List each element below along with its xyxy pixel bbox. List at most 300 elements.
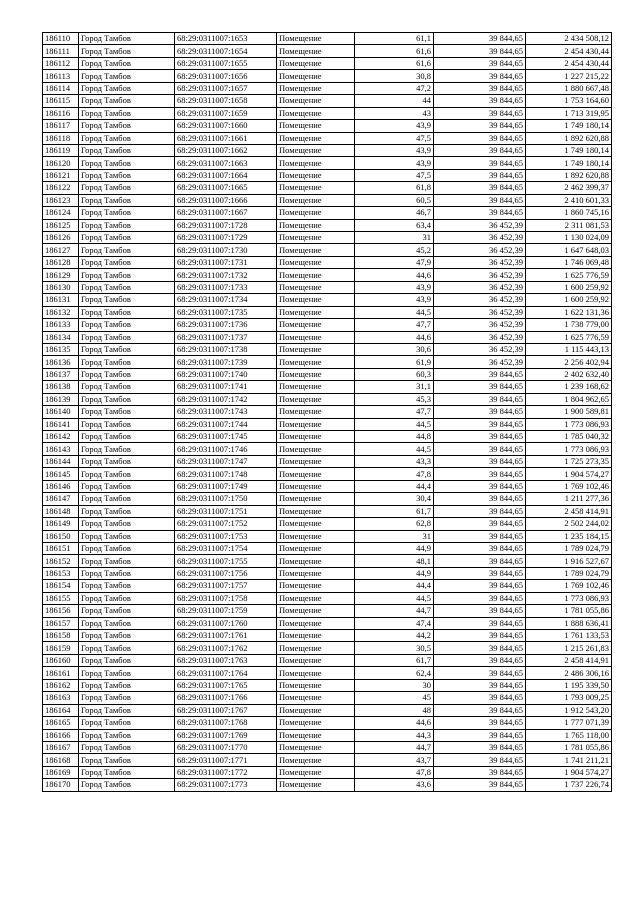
cadastral-number-cell: 68:29:0311007:1770 [175,741,277,753]
object-type-cell: Помещение [277,542,355,554]
area-cell: 44,7 [355,741,434,753]
cadastral-value-cell: 1 115 443,13 [526,343,612,355]
row-number-cell: 186164 [43,704,79,716]
area-cell: 44,6 [355,269,434,281]
cadastral-number-cell: 68:29:0311007:1732 [175,269,277,281]
area-cell: 44,3 [355,729,434,741]
area-cell: 46,7 [355,207,434,219]
table-row [43,741,612,753]
locality-cell: Город Тамбов [79,244,175,256]
locality-cell: Город Тамбов [79,542,175,554]
area-cell: 31 [355,530,434,542]
area-cell: 47,4 [355,617,434,629]
object-type-cell: Помещение [277,455,355,467]
cadastral-number-cell: 68:29:0311007:1745 [175,431,277,443]
area-cell: 44,6 [355,717,434,729]
locality-cell: Город Тамбов [79,530,175,542]
cadastral-number-cell: 68:29:0311007:1664 [175,169,277,181]
cadastral-number-cell: 68:29:0311007:1750 [175,493,277,505]
row-number-cell: 186111 [43,45,79,57]
table-row [43,33,612,45]
cadastral-value-cell: 1 789 024,79 [526,542,612,554]
cadastral-number-cell: 68:29:0311007:1740 [175,368,277,380]
locality-cell: Город Тамбов [79,207,175,219]
object-type-cell: Помещение [277,704,355,716]
table-row [43,368,612,380]
cadastral-value-cell: 1 625 776,59 [526,269,612,281]
locality-cell: Город Тамбов [79,729,175,741]
cadastral-number-cell: 68:29:0311007:1758 [175,592,277,604]
cadastral-value-cell: 1 749 180,14 [526,157,612,169]
cadastral-value-cell: 2 458 414,91 [526,654,612,666]
unit-value-cell: 39 844,65 [434,717,526,729]
unit-value-cell: 39 844,65 [434,194,526,206]
locality-cell: Город Тамбов [79,431,175,443]
table-row [43,630,612,642]
unit-value-cell: 39 844,65 [434,480,526,492]
cadastral-value-cell: 1 647 648,03 [526,244,612,256]
cadastral-value-cell: 1 904 574,27 [526,766,612,778]
area-cell: 31,1 [355,381,434,393]
locality-cell: Город Тамбов [79,393,175,405]
unit-value-cell: 36 452,39 [434,256,526,268]
cadastral-number-cell: 68:29:0311007:1742 [175,393,277,405]
unit-value-cell: 39 844,65 [434,567,526,579]
row-number-cell: 186149 [43,518,79,530]
table-row [43,45,612,57]
cadastral-value-cell: 1 600 259,92 [526,281,612,293]
locality-cell: Город Тамбов [79,368,175,380]
cadastral-number-cell: 68:29:0311007:1767 [175,704,277,716]
row-number-cell: 186157 [43,617,79,629]
cadastral-value-cell: 2 502 244,02 [526,518,612,530]
locality-cell: Город Тамбов [79,555,175,567]
object-type-cell: Помещение [277,120,355,132]
row-number-cell: 186135 [43,343,79,355]
row-number-cell: 186156 [43,605,79,617]
locality-cell: Город Тамбов [79,33,175,45]
row-number-cell: 186127 [43,244,79,256]
cadastral-value-cell: 1 773 086,93 [526,418,612,430]
table-row [43,281,612,293]
area-cell: 47,8 [355,766,434,778]
cadastral-number-cell: 68:29:0311007:1738 [175,343,277,355]
locality-cell: Город Тамбов [79,679,175,691]
cadastral-value-cell: 1 904 574,27 [526,468,612,480]
table-row [43,343,612,355]
locality-cell: Город Тамбов [79,592,175,604]
table-row [43,729,612,741]
cadastral-value-cell: 1 746 069,48 [526,256,612,268]
area-cell: 47,2 [355,82,434,94]
cadastral-number-cell: 68:29:0311007:1741 [175,381,277,393]
unit-value-cell: 39 844,65 [434,169,526,181]
locality-cell: Город Тамбов [79,580,175,592]
object-type-cell: Помещение [277,431,355,443]
locality-cell: Город Тамбов [79,169,175,181]
row-number-cell: 186151 [43,542,79,554]
object-type-cell: Помещение [277,331,355,343]
area-cell: 61,9 [355,356,434,368]
row-number-cell: 186131 [43,294,79,306]
table-row [43,617,612,629]
table-body [43,33,612,792]
table-row [43,169,612,181]
table-row [43,518,612,530]
area-cell: 44,5 [355,306,434,318]
table-row [43,57,612,69]
unit-value-cell: 39 844,65 [434,505,526,517]
cadastral-value-cell: 1 765 118,00 [526,729,612,741]
cadastral-number-cell: 68:29:0311007:1662 [175,144,277,156]
area-cell: 61,6 [355,57,434,69]
object-type-cell: Помещение [277,754,355,766]
row-number-cell: 186110 [43,33,79,45]
cadastral-value-cell: 1 892 620,88 [526,132,612,144]
cadastral-number-cell: 68:29:0311007:1665 [175,182,277,194]
object-type-cell: Помещение [277,132,355,144]
area-cell: 61,6 [355,45,434,57]
area-cell: 44,6 [355,331,434,343]
cadastral-number-cell: 68:29:0311007:1658 [175,95,277,107]
object-type-cell: Помещение [277,567,355,579]
locality-cell: Город Тамбов [79,269,175,281]
row-number-cell: 186146 [43,480,79,492]
area-cell: 30,6 [355,343,434,355]
cadastral-number-cell: 68:29:0311007:1760 [175,617,277,629]
row-number-cell: 186141 [43,418,79,430]
locality-cell: Город Тамбов [79,505,175,517]
unit-value-cell: 39 844,65 [434,555,526,567]
locality-cell: Город Тамбов [79,219,175,231]
table-row [43,269,612,281]
area-cell: 43,9 [355,120,434,132]
object-type-cell: Помещение [277,406,355,418]
table-row [43,431,612,443]
area-cell: 43,9 [355,294,434,306]
table-row [43,754,612,766]
unit-value-cell: 39 844,65 [434,667,526,679]
area-cell: 61,8 [355,182,434,194]
locality-cell: Город Тамбов [79,630,175,642]
cadastral-value-cell: 1 239 168,62 [526,381,612,393]
table-row [43,306,612,318]
area-cell: 44,5 [355,592,434,604]
unit-value-cell: 39 844,65 [434,418,526,430]
object-type-cell: Помещение [277,356,355,368]
cadastral-value-cell: 1 860 745,16 [526,207,612,219]
row-number-cell: 186169 [43,766,79,778]
row-number-cell: 186165 [43,717,79,729]
object-type-cell: Помещение [277,679,355,691]
unit-value-cell: 36 452,39 [434,269,526,281]
object-type-cell: Помещение [277,82,355,94]
row-number-cell: 186148 [43,505,79,517]
row-number-cell: 186150 [43,530,79,542]
cadastral-number-cell: 68:29:0311007:1757 [175,580,277,592]
area-cell: 47,5 [355,132,434,144]
table-row [43,256,612,268]
cadastral-number-cell: 68:29:0311007:1773 [175,779,277,791]
locality-cell: Город Тамбов [79,343,175,355]
cadastral-value-cell: 1 761 133,53 [526,630,612,642]
cadastral-value-cell: 2 462 399,37 [526,182,612,194]
unit-value-cell: 39 844,65 [434,431,526,443]
table-row [43,530,612,542]
unit-value-cell: 36 452,39 [434,294,526,306]
unit-value-cell: 39 844,65 [434,82,526,94]
unit-value-cell: 39 844,65 [434,766,526,778]
cadastral-value-cell: 1 600 259,92 [526,294,612,306]
cadastral-number-cell: 68:29:0311007:1656 [175,70,277,82]
cadastral-number-cell: 68:29:0311007:1751 [175,505,277,517]
locality-cell: Город Тамбов [79,82,175,94]
unit-value-cell: 39 844,65 [434,592,526,604]
locality-cell: Город Тамбов [79,443,175,455]
object-type-cell: Помещение [277,244,355,256]
object-type-cell: Помещение [277,45,355,57]
cadastral-number-cell: 68:29:0311007:1772 [175,766,277,778]
table-row [43,107,612,119]
cadastral-number-cell: 68:29:0311007:1730 [175,244,277,256]
cadastral-number-cell: 68:29:0311007:1659 [175,107,277,119]
cadastral-number-cell: 68:29:0311007:1657 [175,82,277,94]
object-type-cell: Помещение [277,343,355,355]
unit-value-cell: 39 844,65 [434,33,526,45]
row-number-cell: 186123 [43,194,79,206]
unit-value-cell: 39 844,65 [434,107,526,119]
cadastral-value-cell: 1 892 620,88 [526,169,612,181]
object-type-cell: Помещение [277,717,355,729]
cadastral-value-cell: 1 773 086,93 [526,443,612,455]
unit-value-cell: 39 844,65 [434,381,526,393]
area-cell: 45,3 [355,393,434,405]
locality-cell: Город Тамбов [79,232,175,244]
object-type-cell: Помещение [277,144,355,156]
locality-cell: Город Тамбов [79,120,175,132]
row-number-cell: 186124 [43,207,79,219]
row-number-cell: 186129 [43,269,79,281]
unit-value-cell: 39 844,65 [434,518,526,530]
object-type-cell: Помещение [277,306,355,318]
row-number-cell: 186113 [43,70,79,82]
unit-value-cell: 36 452,39 [434,232,526,244]
locality-cell: Город Тамбов [79,717,175,729]
locality-cell: Город Тамбов [79,642,175,654]
cadastral-number-cell: 68:29:0311007:1761 [175,630,277,642]
locality-cell: Город Тамбов [79,194,175,206]
area-cell: 48,1 [355,555,434,567]
cadastral-number-cell: 68:29:0311007:1756 [175,567,277,579]
row-number-cell: 186130 [43,281,79,293]
object-type-cell: Помещение [277,642,355,654]
locality-cell: Город Тамбов [79,667,175,679]
area-cell: 60,5 [355,194,434,206]
object-type-cell: Помещение [277,530,355,542]
row-number-cell: 186155 [43,592,79,604]
object-type-cell: Помещение [277,555,355,567]
cadastral-number-cell: 68:29:0311007:1746 [175,443,277,455]
object-type-cell: Помещение [277,256,355,268]
cadastral-number-cell: 68:29:0311007:1735 [175,306,277,318]
row-number-cell: 186128 [43,256,79,268]
object-type-cell: Помещение [277,182,355,194]
row-number-cell: 186144 [43,455,79,467]
unit-value-cell: 39 844,65 [434,493,526,505]
cadastral-number-cell: 68:29:0311007:1666 [175,194,277,206]
unit-value-cell: 39 844,65 [434,132,526,144]
cadastral-value-cell: 1 737 226,74 [526,779,612,791]
cadastral-value-cell: 1 749 180,14 [526,144,612,156]
area-cell: 44,9 [355,567,434,579]
cadastral-number-cell: 68:29:0311007:1747 [175,455,277,467]
locality-cell: Город Тамбов [79,480,175,492]
cadastral-value-cell: 2 311 081,53 [526,219,612,231]
cadastral-number-cell: 68:29:0311007:1759 [175,605,277,617]
table-row [43,144,612,156]
cadastral-value-cell: 1 195 339,50 [526,679,612,691]
cadastral-value-cell: 2 256 402,94 [526,356,612,368]
unit-value-cell: 39 844,65 [434,779,526,791]
cadastral-number-cell: 68:29:0311007:1663 [175,157,277,169]
unit-value-cell: 39 844,65 [434,654,526,666]
locality-cell: Город Тамбов [79,144,175,156]
table-row [43,70,612,82]
cadastral-value-cell: 1 741 211,21 [526,754,612,766]
locality-cell: Город Тамбов [79,518,175,530]
locality-cell: Город Тамбов [79,605,175,617]
cadastral-number-cell: 68:29:0311007:1748 [175,468,277,480]
table-row [43,654,612,666]
row-number-cell: 186117 [43,120,79,132]
unit-value-cell: 36 452,39 [434,244,526,256]
row-number-cell: 186170 [43,779,79,791]
cadastral-number-cell: 68:29:0311007:1655 [175,57,277,69]
cadastral-number-cell: 68:29:0311007:1752 [175,518,277,530]
row-number-cell: 186147 [43,493,79,505]
area-cell: 44,5 [355,418,434,430]
unit-value-cell: 39 844,65 [434,605,526,617]
area-cell: 44,5 [355,443,434,455]
area-cell: 62,8 [355,518,434,530]
cadastral-number-cell: 68:29:0311007:1765 [175,679,277,691]
locality-cell: Город Тамбов [79,704,175,716]
area-cell: 47,7 [355,319,434,331]
area-cell: 30,8 [355,70,434,82]
area-cell: 47,8 [355,468,434,480]
cadastral-number-cell: 68:29:0311007:1731 [175,256,277,268]
cadastral-number-cell: 68:29:0311007:1729 [175,232,277,244]
unit-value-cell: 36 452,39 [434,306,526,318]
area-cell: 43,3 [355,455,434,467]
row-number-cell: 186145 [43,468,79,480]
cadastral-value-cell: 1 888 636,41 [526,617,612,629]
locality-cell: Город Тамбов [79,157,175,169]
unit-value-cell: 39 844,65 [434,157,526,169]
locality-cell: Город Тамбов [79,356,175,368]
unit-value-cell: 39 844,65 [434,207,526,219]
table-row [43,244,612,256]
unit-value-cell: 39 844,65 [434,692,526,704]
table-row [43,468,612,480]
unit-value-cell: 39 844,65 [434,406,526,418]
table-row [43,356,612,368]
unit-value-cell: 39 844,65 [434,182,526,194]
unit-value-cell: 39 844,65 [434,95,526,107]
object-type-cell: Помещение [277,505,355,517]
area-cell: 47,9 [355,256,434,268]
table-row [43,443,612,455]
locality-cell: Город Тамбов [79,281,175,293]
cadastral-number-cell: 68:29:0311007:1768 [175,717,277,729]
row-number-cell: 186152 [43,555,79,567]
area-cell: 43,6 [355,779,434,791]
cadastral-number-cell: 68:29:0311007:1749 [175,480,277,492]
area-cell: 30,5 [355,642,434,654]
locality-cell: Город Тамбов [79,294,175,306]
table-row [43,319,612,331]
unit-value-cell: 36 452,39 [434,331,526,343]
area-cell: 44,7 [355,605,434,617]
area-cell: 43,7 [355,754,434,766]
cadastral-number-cell: 68:29:0311007:1755 [175,555,277,567]
row-number-cell: 186143 [43,443,79,455]
area-cell: 31 [355,232,434,244]
cadastral-value-cell: 2 454 430,44 [526,45,612,57]
row-number-cell: 186114 [43,82,79,94]
row-number-cell: 186162 [43,679,79,691]
object-type-cell: Помещение [277,269,355,281]
cadastral-value-cell: 1 738 779,00 [526,319,612,331]
unit-value-cell: 36 452,39 [434,356,526,368]
table-row [43,555,612,567]
area-cell: 43,9 [355,157,434,169]
cadastral-value-cell: 2 402 632,40 [526,368,612,380]
cadastral-number-cell: 68:29:0311007:1653 [175,33,277,45]
unit-value-cell: 39 844,65 [434,580,526,592]
cadastral-number-cell: 68:29:0311007:1734 [175,294,277,306]
unit-value-cell: 39 844,65 [434,729,526,741]
locality-cell: Город Тамбов [79,132,175,144]
cadastral-number-cell: 68:29:0311007:1736 [175,319,277,331]
object-type-cell: Помещение [277,319,355,331]
table-row [43,542,612,554]
cadastral-number-cell: 68:29:0311007:1771 [175,754,277,766]
object-type-cell: Помещение [277,592,355,604]
locality-cell: Город Тамбов [79,741,175,753]
cadastral-value-cell: 1 804 962,65 [526,393,612,405]
object-type-cell: Помещение [277,692,355,704]
object-type-cell: Помещение [277,729,355,741]
row-number-cell: 186139 [43,393,79,405]
cadastral-value-cell: 1 781 055,86 [526,605,612,617]
row-number-cell: 186159 [43,642,79,654]
area-cell: 47,5 [355,169,434,181]
cadastral-number-cell: 68:29:0311007:1754 [175,542,277,554]
locality-cell: Город Тамбов [79,455,175,467]
cadastral-value-cell: 1 793 009,25 [526,692,612,704]
cadastral-value-cell: 1 753 164,60 [526,95,612,107]
area-cell: 45,2 [355,244,434,256]
object-type-cell: Помещение [277,207,355,219]
area-cell: 44,4 [355,580,434,592]
object-type-cell: Помещение [277,741,355,753]
unit-value-cell: 39 844,65 [434,741,526,753]
table-row [43,194,612,206]
cadastral-number-cell: 68:29:0311007:1764 [175,667,277,679]
cadastral-number-cell: 68:29:0311007:1743 [175,406,277,418]
unit-value-cell: 39 844,65 [434,443,526,455]
